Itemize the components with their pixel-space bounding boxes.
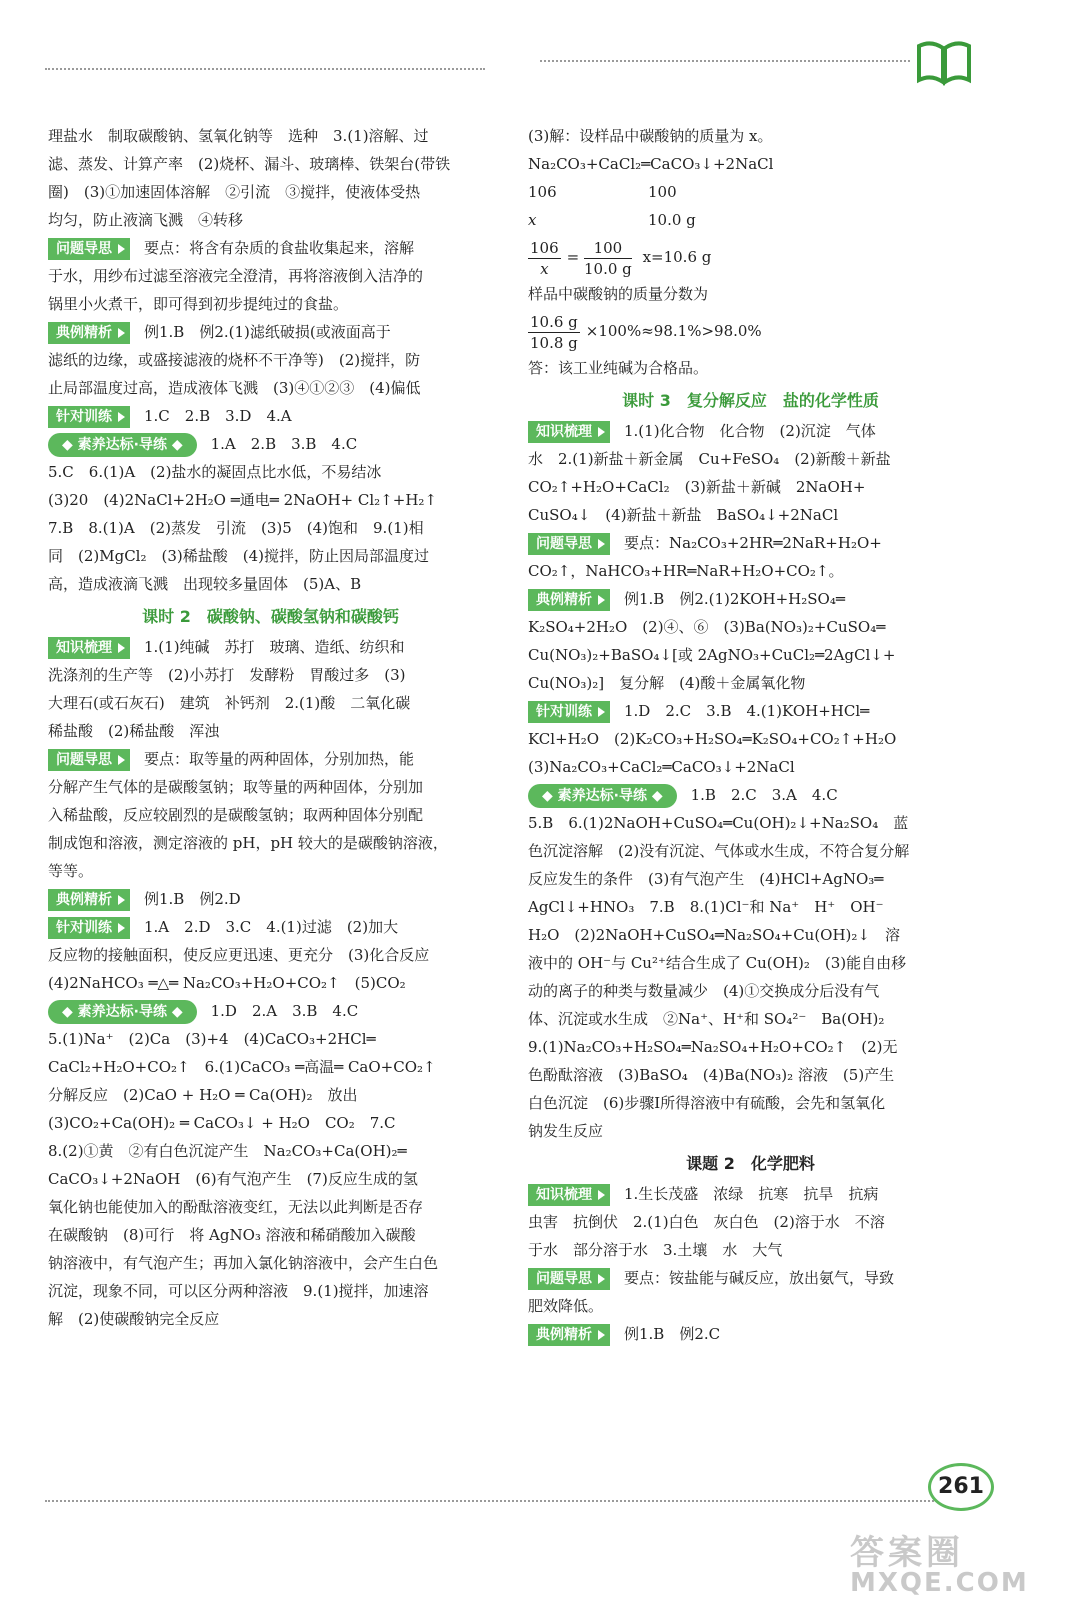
- answer-line: 5.(1)Na⁺ (2)Ca (3)+4 (4)CaCO₃+2HCl═: [48, 1030, 376, 1048]
- answer-line: 滤、蒸发、计算产率 (2)烧杯、漏斗、玻璃棒、铁架台(带铁: [48, 155, 451, 173]
- answer-text: 例1.B 例2.D: [144, 890, 241, 908]
- answer-line: 反应物的接触面积，使反应更迅速、更充分 (3)化合反应: [48, 946, 430, 964]
- answer-line: CO₂↑，NaHCO₃+HR═NaR+H₂O+CO₂↑。: [528, 562, 844, 580]
- answer-line: 在碳酸钠 (8)可行 将 AgNO₃ 溶液和稀硝酸加入碳酸: [48, 1226, 416, 1244]
- section-tag-wentidaosi: 问题导思: [48, 238, 130, 260]
- answer-line: 液中的 OH⁻与 Cu²⁺结合生成了 Cu(OH)₂ (3)能自由移: [528, 954, 907, 972]
- answer-text: 1.A 2.D 3.C 4.(1)过滤 (2)加大: [144, 918, 399, 936]
- answer-line: 止局部温度过高，造成液体飞溅 (3)④①②③ (4)偏低: [48, 379, 421, 397]
- answer-line: 均匀，防止液滴飞溅 ④转移: [48, 211, 244, 229]
- section-tag-zhishishuli: 知识梳理: [528, 421, 610, 443]
- bottom-dotted-rule: [45, 1500, 945, 1502]
- section-tag-zhenduixunlian: 针对训练: [48, 917, 130, 939]
- answer-line: 水 2.(1)新盐＋新金属 Cu+FeSO₄ (2)新酸＋新盐: [528, 450, 891, 468]
- answer-line: (4)2NaHCO₃ ═△═ Na₂CO₃+H₂O+CO₂↑ (5)CO₂: [48, 974, 406, 992]
- answer-text: 1.B 2.C 3.A 4.C: [690, 786, 838, 804]
- section-tag-zhishishuli: 知识梳理: [528, 1184, 610, 1206]
- answer-line: H₂O (2)2NaOH+CuSO₄═Na₂SO₄+Cu(OH)₂↓ 溶: [528, 926, 900, 944]
- answer-line: 制成饱和溶液，测定溶液的 pH，pH 较大的是碳酸钠溶液，: [48, 834, 448, 852]
- result-text: ×100%≈98.1%>98.0%: [585, 322, 762, 340]
- answer-text: 1.(1)化合物 化合物 (2)沉淀 气体: [624, 422, 876, 440]
- section-tag-dianlijingxi: 典例精析: [528, 589, 610, 611]
- left-column: [48, 122, 493, 1333]
- right-column: [528, 122, 973, 1348]
- answer-line: 高，造成液滴飞溅 出现较多量固体 (5)A、B: [48, 575, 362, 593]
- fraction: $\frac{100}{10.0 g}$: [584, 238, 632, 278]
- section-tag-wentidaosi: 问题导思: [48, 749, 130, 771]
- answer-line: 白色沉淀 (6)步骤Ⅰ所得溶液中有硫酸，会先和氢氧化: [528, 1094, 886, 1112]
- answer-line: (3)20 (4)2NaCl+2H₂O ═通电═ 2NaOH+ Cl₂↑+H₂↑: [48, 491, 437, 509]
- section-tag-zhenduixunlian: 针对训练: [48, 406, 130, 428]
- answer-line: (3)CO₂+Ca(OH)₂ ═ CaCO₃↓ + H₂O CO₂ 7.C: [48, 1114, 396, 1132]
- answer-line: 5.C 6.(1)A (2)盐水的凝固点比水低，不易结冰: [48, 463, 382, 481]
- proportion-equation: [528, 234, 973, 280]
- answer-text: 1.(1)纯碱 苏打 玻璃、造纸、纺织和: [144, 638, 405, 656]
- equals-sign: =: [566, 248, 580, 266]
- answer-text: 要点：取等量的两种固体，分别加热，能: [144, 750, 415, 768]
- watermark-logo: [850, 1525, 1029, 1598]
- watermark-text: 答案圈: [850, 1533, 964, 1573]
- section-tag-wentidaosi: 问题导思: [528, 533, 610, 555]
- answer-text: 1.D 2.C 3.B 4.(1)KOH+HCl═: [624, 702, 870, 720]
- section-tag-dianlijingxi: 典例精析: [48, 889, 130, 911]
- page-number: 261: [928, 1463, 994, 1511]
- answer-line: 8.(2)①黄 ②有白色沉淀产生 Na₂CO₃+Ca(OH)₂═: [48, 1142, 407, 1160]
- section-tag-suyangdabiao: ◆ 素养达标·导练 ◆: [48, 433, 197, 457]
- answer-line: (3)Na₂CO₃+CaCl₂═CaCO₃↓+2NaCl: [528, 758, 795, 776]
- topic-heading: 课题 2 化学肥料: [686, 1154, 815, 1173]
- answer-line: CaCO₃↓+2NaOH (6)有气泡产生 (7)反应生成的氢: [48, 1170, 418, 1188]
- answer-line: Cu(NO₃)₂] 复分解 (4)酸＋金属氧化物: [528, 674, 806, 692]
- open-book-icon: [915, 38, 973, 86]
- section-tag-suyangdabiao: ◆ 素养达标·导练 ◆: [528, 784, 677, 808]
- answer-text: 1.C 2.B 3.D 4.A: [144, 407, 292, 425]
- answer-line: 5.B 6.(1)2NaOH+CuSO₄═Cu(OH)₂↓+Na₂SO₄ 蓝: [528, 814, 909, 832]
- answer-line: 锅里小火煮干，即可得到初步提纯过的食盐。: [48, 295, 349, 313]
- answer-line: 钠溶液中，有气泡产生；再加入氯化钠溶液中，会产生白色: [48, 1254, 439, 1272]
- answer-line: 等等。: [48, 862, 94, 880]
- answer-line: 色沉淀溶解 (2)没有沉淀、气体或水生成，不符合复分解: [528, 842, 910, 860]
- answer-text: 1.生长茂盛 浓绿 抗寒 抗旱 抗病: [624, 1185, 879, 1203]
- section-tag-wentidaosi: 问题导思: [528, 1268, 610, 1290]
- answer-line: 入稀盐酸，反应较剧烈的是碳酸氢钠；取两种固体分别配: [48, 806, 424, 824]
- answer-line: 于水，用纱布过滤至溶液完全澄清，再将溶液倒入洁净的: [48, 267, 424, 285]
- answer-line: K₂SO₄+2H₂O (2)④、⑥ (3)Ba(NO₃)₂+CuSO₄═: [528, 618, 886, 636]
- answer-line: 稀盐酸 (2)稀盐酸 浑浊: [48, 722, 220, 740]
- top-dotted-rule: [45, 68, 485, 70]
- answer-line: CaCl₂+H₂O+CO₂↑ 6.(1)CaCO₃ ═高温═ CaO+CO₂↑: [48, 1058, 436, 1076]
- answer-line: 虫害 抗倒伏 2.(1)白色 灰白色 (2)溶于水 不溶: [528, 1213, 885, 1231]
- answer-text: 1.A 2.B 3.B 4.C: [210, 435, 358, 453]
- answer-line: 答：该工业纯碱为合格品。: [528, 359, 709, 377]
- answer-line: 滤纸的边缘，或盛接滤液的烧杯不干净等) (2)搅拌，防: [48, 351, 421, 369]
- answer-text: 1.D 2.A 3.B 4.C: [210, 1002, 359, 1020]
- section-tag-dianlijingxi: 典例精析: [528, 1324, 610, 1346]
- answer-line: CO₂↑+H₂O+CaCl₂ (3)新盐＋新碱 2NaOH+: [528, 478, 866, 496]
- answer-text: 例1.B 例2.(1)滤纸破损(或液面高于: [144, 323, 391, 341]
- answer-line: 反应发生的条件 (3)有气泡产生 (4)HCl+AgNO₃═: [528, 870, 884, 888]
- watermark-url: MXQE.COM: [850, 1568, 1029, 1598]
- answer-line: 洗涤剂的生产等 (2)小苏打 发酵粉 胃酸过多 (3): [48, 666, 406, 684]
- answer-line: 氧化钠也能使加入的酚酞溶液变红，无法以此判断是否存: [48, 1198, 424, 1216]
- section-tag-dianlijingxi: 典例精析: [48, 322, 130, 344]
- answer-line: 解 (2)使碳酸钠完全反应: [48, 1310, 220, 1328]
- answer-line: 理盐水 制取碳酸钠、氢氧化钠等 选种 3.(1)溶解、过: [48, 127, 429, 145]
- answer-line: 9.(1)Na₂CO₃+H₂SO₄═Na₂SO₄+H₂O+CO₂↑ (2)无: [528, 1038, 898, 1056]
- fraction: $\frac{106}{x}$: [530, 238, 559, 278]
- section-tag-zhenduixunlian: 针对训练: [528, 701, 610, 723]
- answer-line: 分解反应 (2)CaO + H₂O ═ Ca(OH)₂ 放出: [48, 1086, 358, 1104]
- ratio-value: 106: [528, 183, 557, 201]
- answer-line: KCl+H₂O (2)K₂CO₃+H₂SO₄═K₂SO₄+CO₂↑+H₂O: [528, 730, 897, 748]
- answer-line: 色酚酞溶液 (3)BaSO₄ (4)Ba(NO₃)₂ 溶液 (5)产生: [528, 1066, 895, 1084]
- answer-line: 7.B 8.(1)A (2)蒸发 引流 (3)5 (4)饱和 9.(1)相: [48, 519, 424, 537]
- answer-line: 分解产生气体的是碳酸氢钠；取等量的两种固体，分别加: [48, 778, 424, 796]
- answer-text: 要点：Na₂CO₃+2HR═2NaR+H₂O+: [624, 534, 882, 552]
- answer-line: 动的离子的种类与数量减少 (4)①交换成分后没有气: [528, 982, 880, 1000]
- ratio-value: 10.0 g: [648, 211, 696, 229]
- answer-line: 大理石(或石灰石) 建筑 补钙剂 2.(1)酸 二氧化碳: [48, 694, 411, 712]
- answer-line: 钠发生反应: [528, 1122, 604, 1140]
- lesson-heading: 课时 2 碳酸钠、碳酸氢钠和碳酸钙: [142, 607, 399, 626]
- fraction: $\frac{10.6 g}{10.8 g}$: [530, 312, 578, 352]
- top-dotted-rule-right: [540, 60, 910, 62]
- answer-text: 例1.B 例2.(1)2KOH+H₂SO₄═: [624, 590, 845, 608]
- answer-line: (3)解：设样品中碳酸钠的质量为 x。: [528, 127, 773, 145]
- answer-line: 样品中碳酸钠的质量分数为: [528, 285, 709, 303]
- answer-line: 肥效降低。: [528, 1297, 604, 1315]
- answer-text: 例1.B 例2.C: [624, 1325, 721, 1343]
- answer-line: Cu(NO₃)₂+BaSO₄↓[或 2AgNO₃+CuCl₂═2AgCl↓+: [528, 646, 896, 664]
- result-text: x=10.6 g: [642, 248, 712, 266]
- answer-line: CuSO₄↓ (4)新盐＋新盐 BaSO₄↓+2NaCl: [528, 506, 839, 524]
- answer-line: 于水 部分溶于水 3.土壤 水 大气: [528, 1241, 783, 1259]
- section-tag-suyangdabiao: ◆ 素养达标·导练 ◆: [48, 1000, 197, 1024]
- answer-line: 体、沉淀或水生成 ②Na⁺、H⁺和 SO₄²⁻ Ba(OH)₂: [528, 1010, 885, 1028]
- answer-text: 要点：将含有杂质的食盐收集起来，溶解: [144, 239, 415, 257]
- equation-line: Na₂CO₃+CaCl₂═CaCO₃↓+2NaCl: [528, 155, 774, 173]
- section-tag-zhishishuli: 知识梳理: [48, 637, 130, 659]
- answer-line: AgCl↓+HNO₃ 7.B 8.(1)Cl⁻和 Na⁺ H⁺ OH⁻: [528, 898, 884, 916]
- answer-text: 要点：铵盐能与碱反应，放出氨气，导致: [624, 1269, 895, 1287]
- answer-line: 圈) (3)①加速固体溶解 ②引流 ③搅拌，使液体受热: [48, 183, 421, 201]
- ratio-value: x: [528, 211, 537, 229]
- ratio-value: 100: [648, 183, 677, 201]
- percent-equation: [528, 308, 973, 354]
- answer-line: 沉淀，现象不同，可以区分两种溶液 9.(1)搅拌，加速溶: [48, 1282, 429, 1300]
- lesson-heading: 课时 3 复分解反应 盐的化学性质: [622, 391, 879, 410]
- answer-line: 同 (2)MgCl₂ (3)稀盐酸 (4)搅拌，防止因局部温度过: [48, 547, 429, 565]
